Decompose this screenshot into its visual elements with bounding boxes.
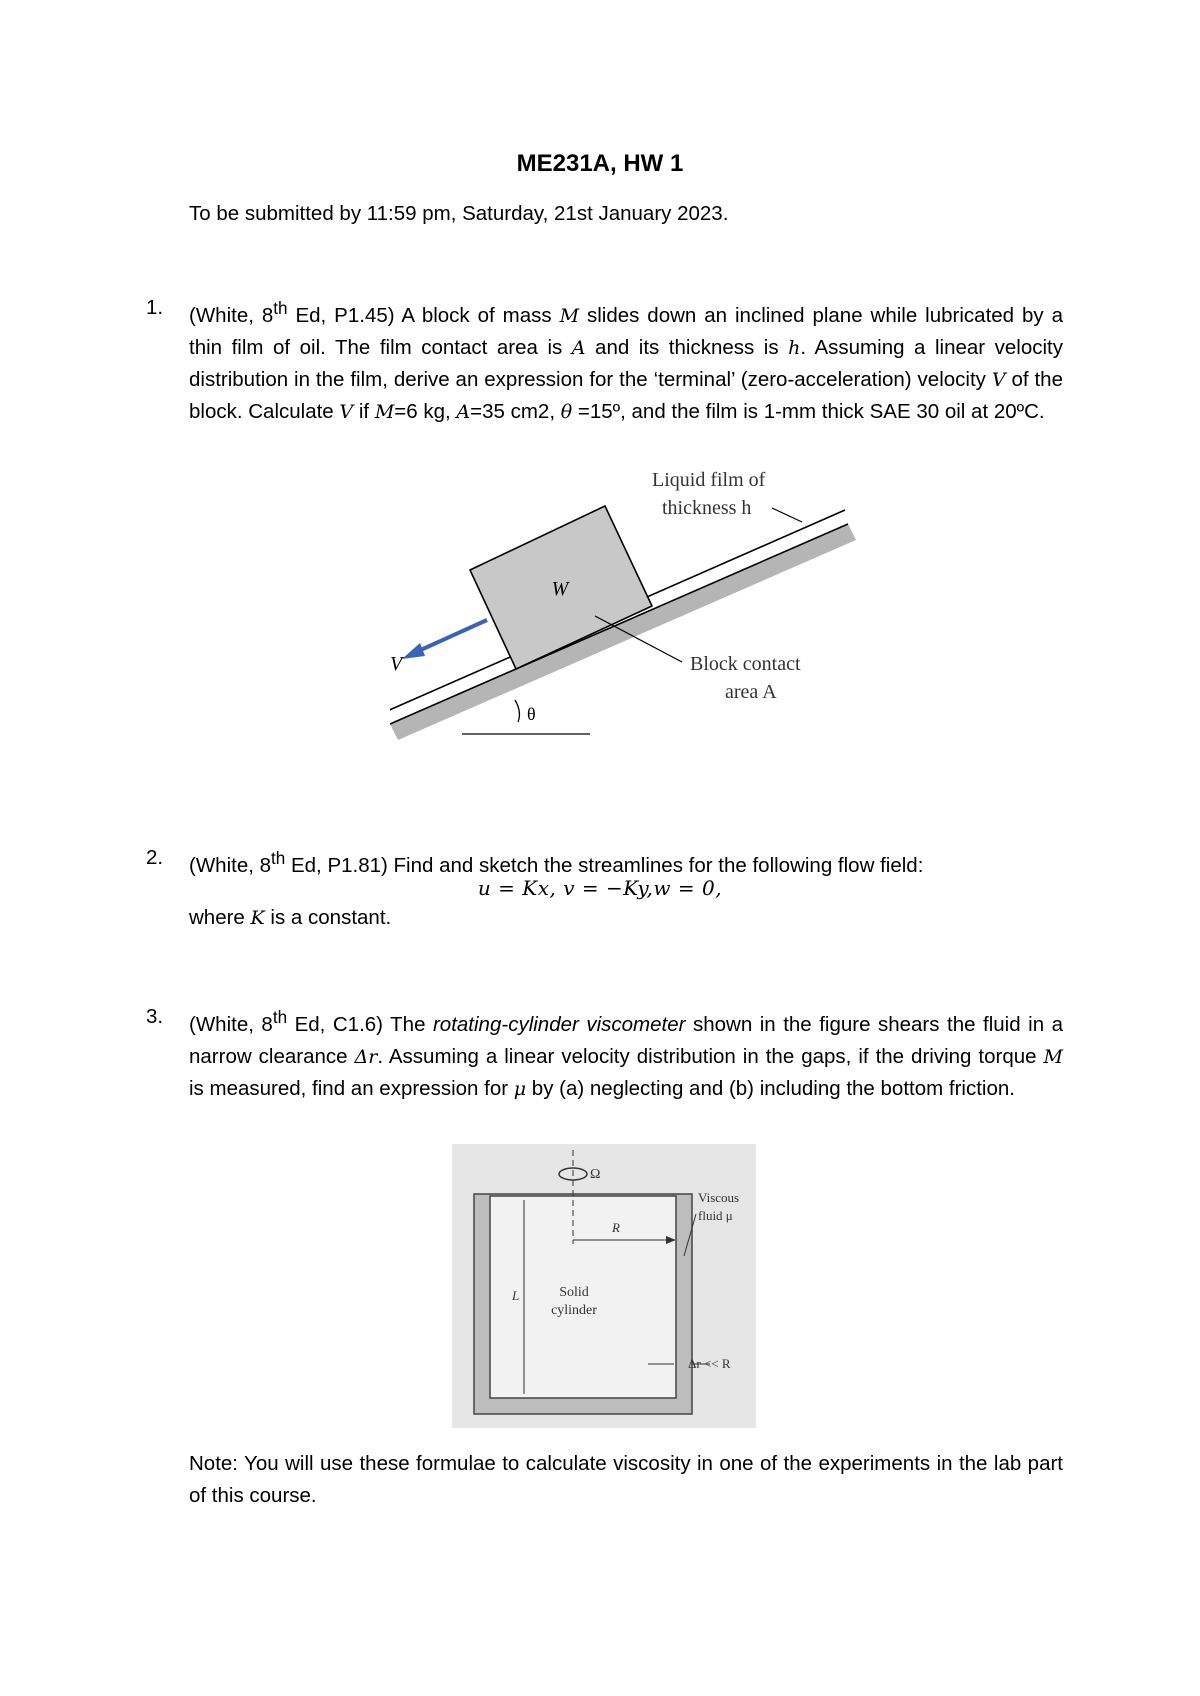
- q3-emphasis: rotating-cylinder viscometer: [432, 1012, 686, 1036]
- deadline-text: To be submitted by 11:59 pm, Saturday, 21st January 2023.: [189, 202, 729, 225]
- viscous-label-line1: Viscous: [698, 1190, 740, 1205]
- q3-ref-sup: th: [272, 1008, 288, 1027]
- var-A: A: [571, 337, 586, 360]
- q2-where: [189, 906, 391, 930]
- q1-text-part: =15º, and the film is 1-mm thick SAE 30 oil at 20ºC.: [572, 400, 1045, 424]
- gap-label: Δr << R: [688, 1356, 731, 1371]
- q1-text-part: of the block. Calculate: [189, 368, 1063, 424]
- q1-ref-rest: Ed, P1.45) A block of mass: [287, 303, 560, 327]
- q2-number: 2.: [146, 846, 164, 869]
- inclined-plane-figure: [390, 460, 870, 760]
- q1-text-part: . Assuming a linear velocity distribution in the film, derive an expression for the ‘terminal’ (zero-acceleration) velocity: [189, 336, 1063, 392]
- q3-ref: (White, 8: [189, 1012, 273, 1036]
- solid-label-line1: Solid: [559, 1285, 589, 1300]
- note-text: Note: You will use these formulae to calculate viscosity in one of the experiments in the lab part of this course.: [189, 1452, 1063, 1507]
- var-h: h: [788, 337, 801, 360]
- q2-where-text: is a constant.: [264, 906, 392, 929]
- flow-field-equation: u = Kx, v = −Ky,w = 0,: [477, 876, 723, 900]
- var-K: K: [250, 907, 265, 929]
- contact-label-line2: area A: [725, 681, 777, 703]
- q3-text-part: . Assuming a linear velocity distribution in the gaps, if the driving torque: [377, 1045, 1044, 1069]
- film-label-line1: Liquid film of: [652, 469, 766, 491]
- q2-ref-rest: Ed, P1.81) Find and sketch the streamlines for the following flow field:: [285, 853, 924, 877]
- var-mu: μ: [513, 1078, 527, 1101]
- q1-ref: (White, 8: [189, 303, 274, 327]
- contact-label-line1: Block contact: [690, 653, 801, 675]
- velocity-label: V: [390, 653, 403, 675]
- page-title: ME231A, HW 1: [516, 150, 684, 177]
- q3-text-part: is measured, find an expression for: [189, 1077, 514, 1101]
- q1-text-part: if: [353, 400, 375, 424]
- q1-text-part: =6 kg,: [394, 400, 457, 424]
- var-theta: θ: [560, 401, 573, 424]
- velocity-arrowhead: [402, 643, 425, 659]
- q1-ref-sup: th: [273, 299, 288, 318]
- q2-ref-sup: th: [271, 849, 286, 868]
- q1-text-part: and its thickness is: [585, 336, 789, 360]
- solid-label-line2: cylinder: [551, 1303, 597, 1318]
- q2-where-text: where: [189, 906, 251, 929]
- var-M: M: [374, 401, 395, 424]
- var-M: M: [559, 304, 580, 327]
- length-label: L: [512, 1288, 520, 1303]
- var-delta-r: Δr: [354, 1046, 378, 1069]
- block-weight-label: W: [551, 578, 569, 600]
- q1-number: 1.: [146, 296, 164, 319]
- var-V: V: [339, 401, 354, 424]
- q1-text: [189, 293, 1063, 429]
- omega-label: Ω: [590, 1167, 601, 1182]
- film-label-line2: thickness h: [662, 497, 752, 519]
- q1-text-part: slides down an inclined plane while lubricated by a thin film of oil. The film contact area is: [189, 303, 1063, 360]
- q3-text-part: shown in the figure shears the fluid in a narrow clearance: [189, 1012, 1063, 1069]
- q3-number: 3.: [146, 1005, 164, 1028]
- film-leader: [772, 508, 802, 522]
- var-V: V: [991, 369, 1006, 392]
- q1-text-part: =35 cm2,: [470, 400, 561, 424]
- var-A: A: [456, 401, 471, 424]
- angle-arc: [515, 700, 519, 722]
- q3-text-part: by (a) neglecting and (b) including the bottom friction.: [526, 1077, 1015, 1101]
- radius-label: R: [612, 1220, 620, 1235]
- viscous-label-line2: fluid μ: [698, 1208, 733, 1223]
- q3-text: [189, 1002, 1063, 1105]
- var-M: M: [1043, 1046, 1063, 1069]
- q3-ref-rest: Ed, C1.6) The: [287, 1012, 433, 1036]
- velocity-arrow: [414, 620, 487, 653]
- viscometer-figure: [452, 1144, 756, 1428]
- q2-ref: (White, 8: [189, 853, 272, 877]
- angle-label: θ: [527, 704, 536, 724]
